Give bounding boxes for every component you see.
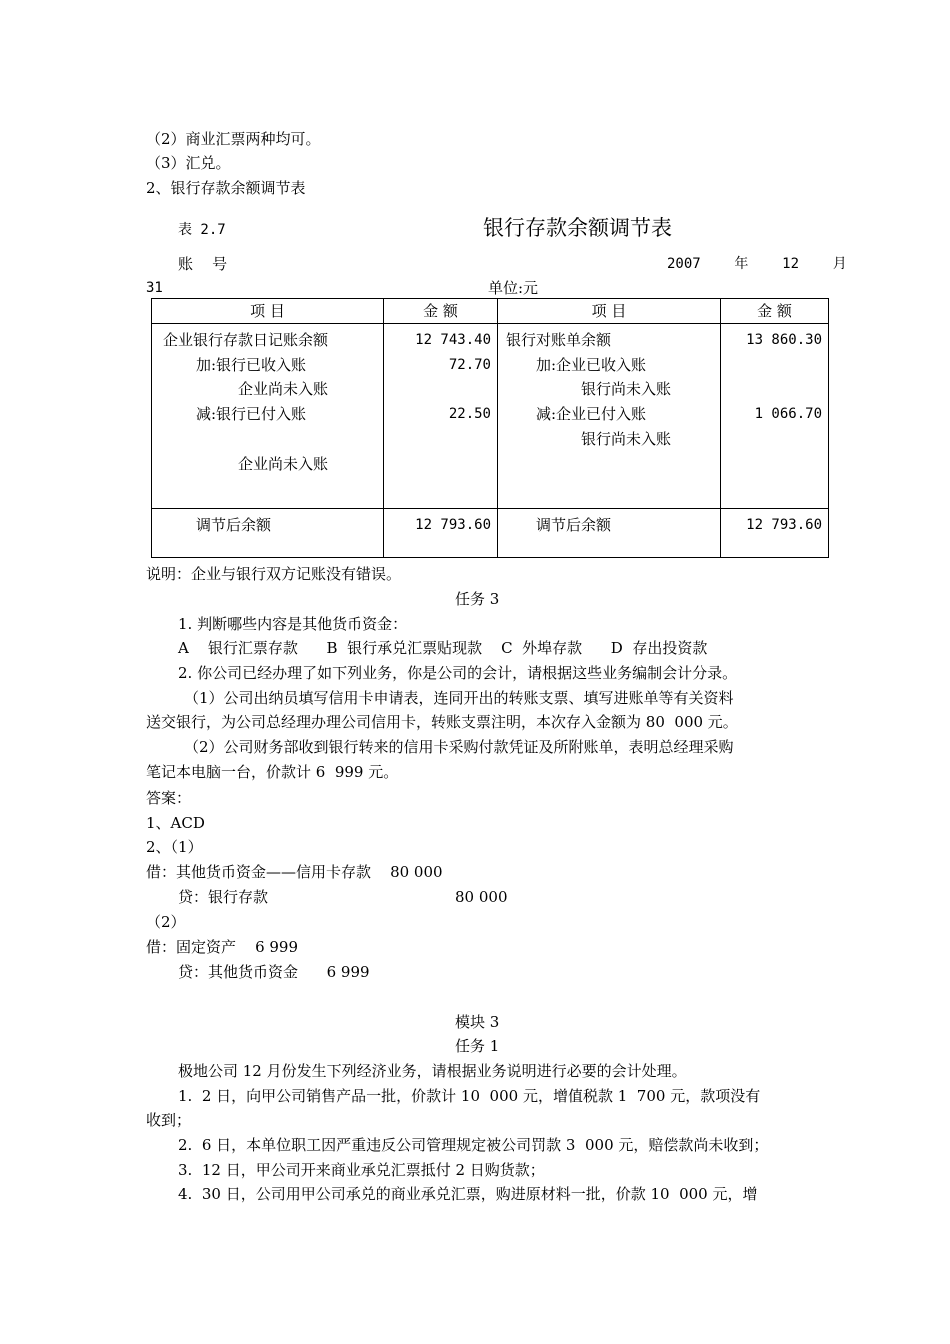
answer-text: （2） [146,913,186,931]
journal-credit-amount: 80 000 [455,888,508,906]
header-item-right: 项 目 [498,299,721,324]
left-minus-sub-label: 企业尚未入账 [238,455,329,473]
header-item-left: 项 目 [152,299,384,324]
table-date-day: 31 [146,280,163,296]
reconciliation-table [151,298,829,558]
list-item: 3. 12 日，甲公司开来商业承兑汇票抵付 2 日购货款； [178,1161,545,1179]
table-note: 说明：企业与银行双方记账没有错误。 [146,565,402,583]
journal-debit: 借：其他货币资金——信用卡存款 80 000 [146,863,443,881]
journal-credit: 贷：其他货币资金 6 999 [178,963,370,981]
question-text: 2. 你公司已经办理了如下列业务，你是公司的会计，请根据这些业务编制会计分录。 [178,664,738,682]
task-heading: 任务 1 [455,1037,500,1055]
table-total-row [152,509,829,558]
right-adjusted-amount: 12 793.60 [746,517,822,533]
left-minus-amount: 22.50 [448,406,491,422]
question-options: A 银行汇票存款 B 银行承兑汇票贴现款 C 外埠存款 D 存出投资款 [178,639,708,657]
question-text: 笔记本电脑一台，价款计 6 999 元。 [146,763,399,781]
paragraph-text: 极地公司 12 月份发生下列经济业务，请根据业务说明进行必要的会计处理。 [178,1062,687,1080]
left-balance-label: 企业银行存款日记账余额 [163,331,329,349]
table-unit: 单位:元 [488,279,539,297]
question-text: 1. 判断哪些内容是其他货币资金： [178,615,408,633]
text-line: （3）汇兑。 [146,154,231,172]
journal-credit: 贷：银行存款 [178,888,269,906]
left-adjusted-amount: 12 793.60 [415,517,491,533]
header-amount-left: 金 额 [384,299,498,324]
left-add-label: 加:银行已收入账 [196,356,307,374]
right-add-sub-label: 银行尚未入账 [581,380,672,398]
journal-debit: 借：固定资产 6 999 [146,938,299,956]
table-header-row [152,299,829,324]
left-add-sub-label: 企业尚未入账 [238,380,329,398]
question-text: 送交银行，为公司总经理办理公司信用卡，转账支票注明，本次存入金额为 80 000 元。 [146,713,738,731]
module-heading: 模块 3 [455,1013,500,1031]
right-minus-sub-label: 银行尚未入账 [581,430,672,448]
right-balance-label: 银行对账单余额 [506,331,612,349]
table-date: 2007 年 12 月 [667,256,847,272]
list-item: 4. 30 日，公司用甲公司承兑的商业承兑汇票，购进原材料一批，价款 10 000 元，增 [178,1185,758,1203]
list-item: 收到； [146,1111,192,1129]
right-balance-amount: 13 860.30 [746,332,822,348]
question-text: （2）公司财务部收到银行转来的信用卡采购付款凭证及所附账单，表明总经理采购 [184,738,734,756]
list-item: 2. 6 日，本单位职工因严重违反公司管理规定被公司罚款 3 000 元，赔偿款尚未收到； [178,1136,769,1154]
section-heading: 2、银行存款余额调节表 [146,179,306,197]
account-label: 账 号 [178,255,228,273]
left-minus-label: 减:银行已付入账 [196,405,307,423]
question-text: （1）公司出纳员填写信用卡申请表，连同开出的转账支票、填写进账单等有关资料 [184,689,734,707]
answer-text: 2、（1） [146,838,203,856]
text-line: （2）商业汇票两种均可。 [146,130,321,148]
task-heading: 任务 3 [455,590,500,608]
list-item: 1. 2 日，向甲公司销售产品一批，价款计 10 000 元，增值税款 1 700 元，款项没有 [178,1087,761,1105]
answer-text: 1、ACD [146,814,205,832]
answer-heading: 答案： [146,789,192,807]
table-number: 表 2.7 [178,222,226,238]
left-add-amount: 72.70 [448,357,491,373]
table-title: 银行存款余额调节表 [483,216,672,240]
left-adjusted-label: 调节后余额 [196,516,272,534]
right-minus-amount: 1 066.70 [754,406,822,422]
right-adjusted-label: 调节后余额 [536,516,612,534]
right-add-label: 加:企业已收入账 [536,356,647,374]
table-body-row [152,324,829,509]
header-amount-right: 金 额 [721,299,829,324]
right-minus-label: 减:企业已付入账 [536,405,647,423]
left-balance-amount: 12 743.40 [415,332,491,348]
